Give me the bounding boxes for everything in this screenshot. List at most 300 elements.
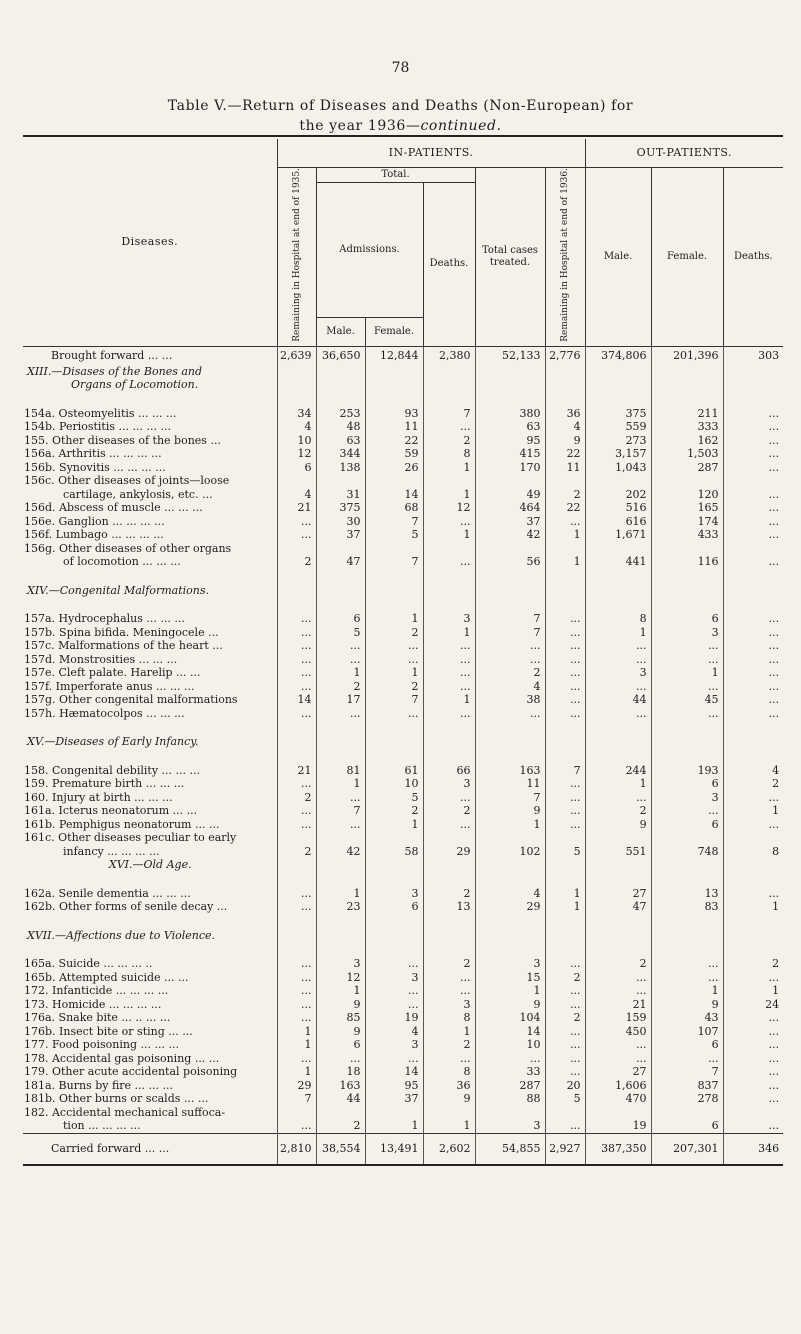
value-cell: 2: [277, 845, 316, 859]
value-cell: 2: [585, 804, 651, 818]
value-cell: ...: [423, 653, 475, 667]
value-cell: [423, 831, 475, 845]
value-cell: 104: [475, 1011, 545, 1025]
value-cell: ...: [316, 1052, 365, 1066]
spacer-cell: [651, 392, 723, 407]
value-cell: 2: [545, 971, 585, 985]
value-cell: 9: [475, 804, 545, 818]
spacer-cell: [585, 942, 651, 957]
value-cell: 4: [365, 1025, 423, 1039]
spacer-cell: [316, 597, 365, 612]
section-heading-row: [23, 584, 783, 598]
value-cell: 433: [651, 528, 723, 542]
value-cell: ...: [475, 1052, 545, 1066]
spacer-cell: [277, 569, 316, 584]
value-cell: 8: [423, 447, 475, 461]
value-cell: [723, 474, 783, 488]
row-label: infancy ... ... ... ...: [63, 844, 160, 858]
row-label: 156c. Other diseases of joints—loose: [24, 474, 230, 488]
spacer-cell: [277, 720, 316, 735]
value-cell: ...: [585, 1038, 651, 1052]
section-heading: XIV.—Congenital Malformations.: [27, 583, 210, 597]
value-cell: 23: [316, 900, 365, 914]
empty-cell: [475, 858, 545, 872]
spacer-cell: [585, 872, 651, 887]
spacer-cell: [316, 569, 365, 584]
value-cell: ...: [545, 515, 585, 529]
value-cell: 85: [316, 1011, 365, 1025]
value-cell: ...: [585, 1052, 651, 1066]
value-cell: 2: [585, 957, 651, 971]
value-cell: 9: [316, 1025, 365, 1039]
value-cell: 81: [316, 764, 365, 778]
value-cell: ...: [723, 555, 783, 569]
empty-cell: [277, 929, 316, 943]
value-cell: 21: [277, 764, 316, 778]
table-row: [23, 1119, 783, 1133]
value-cell: 95: [475, 434, 545, 448]
spacer-cell: [475, 569, 545, 584]
spacer-cell: [723, 392, 783, 407]
value-cell: 441: [585, 555, 651, 569]
row-label: 161a. Icterus neonatorum ... ...: [24, 804, 198, 818]
value-cell: 159: [585, 1011, 651, 1025]
value-cell: [545, 474, 585, 488]
empty-cell: [585, 365, 651, 379]
row-label: 157b. Spina bifida. Meningocele ...: [24, 625, 219, 639]
table-row: [23, 474, 783, 488]
value-cell: [723, 542, 783, 556]
value-cell: 1: [277, 1025, 316, 1039]
table-row: [23, 804, 783, 818]
value-cell: 29: [277, 1079, 316, 1093]
value-cell: 13: [651, 887, 723, 901]
out-female-header: Female.: [651, 168, 723, 347]
table-row: [23, 1106, 783, 1120]
value-cell: ...: [277, 680, 316, 694]
value-cell: ...: [277, 984, 316, 998]
value-cell: 3: [475, 957, 545, 971]
value-cell: ...: [651, 971, 723, 985]
value-cell: ...: [545, 998, 585, 1012]
value-cell: ...: [545, 639, 585, 653]
table-row: [23, 612, 783, 626]
value-cell: 551: [585, 845, 651, 859]
value-cell: 464: [475, 501, 545, 515]
value-cell: ...: [545, 777, 585, 791]
value-cell: ...: [545, 1052, 585, 1066]
value-cell: ...: [277, 998, 316, 1012]
value-cell: 2: [277, 791, 316, 805]
value-cell: ...: [423, 666, 475, 680]
value-cell: 47: [585, 900, 651, 914]
top-rule: [23, 135, 783, 137]
spacer-cell: [723, 597, 783, 612]
spacer-cell: [365, 720, 423, 735]
value-cell: 516: [585, 501, 651, 515]
value-cell: 31: [316, 488, 365, 502]
value-cell: 11: [365, 420, 423, 434]
empty-cell: [585, 378, 651, 392]
value-cell: 1: [365, 818, 423, 832]
value-cell: ...: [365, 1052, 423, 1066]
value-cell: 6: [651, 1119, 723, 1133]
value-cell: 1: [545, 555, 585, 569]
row-label: 179. Other acute accidental poisoning: [24, 1065, 238, 1079]
table-row: [23, 777, 783, 791]
value-cell: 7: [545, 764, 585, 778]
value-cell: [585, 1106, 651, 1120]
value-cell: ...: [723, 1025, 783, 1039]
value-cell: 83: [651, 900, 723, 914]
row-label: 176a. Snake bite ... .. ... ...: [24, 1011, 171, 1025]
value-cell: 88: [475, 1092, 545, 1106]
section-heading-row: [23, 929, 783, 943]
title-line-2-emphasis: continued.: [420, 118, 502, 134]
value-cell: ...: [723, 971, 783, 985]
section-heading-row: [23, 858, 783, 872]
value-cell: 12: [423, 501, 475, 515]
empty-cell: [475, 929, 545, 943]
table-row: [23, 1065, 783, 1079]
value-cell: ...: [365, 957, 423, 971]
out-patients-header: OUT-PATIENTS.: [585, 139, 783, 168]
value-cell: ...: [365, 653, 423, 667]
empty-cell: [651, 378, 723, 392]
value-cell: 43: [651, 1011, 723, 1025]
value-cell: ...: [545, 666, 585, 680]
value-cell: ...: [316, 791, 365, 805]
value-cell: 2: [423, 804, 475, 818]
value-cell: 170: [475, 461, 545, 475]
value-cell: 375: [316, 501, 365, 515]
empty-cell: [723, 365, 783, 379]
value-cell: ...: [277, 612, 316, 626]
value-cell: 2,927: [545, 1133, 585, 1165]
value-cell: ...: [723, 818, 783, 832]
value-cell: ...: [651, 639, 723, 653]
value-cell: 1: [545, 528, 585, 542]
spacer-cell: [545, 872, 585, 887]
spacer-cell: [651, 597, 723, 612]
value-cell: 19: [585, 1119, 651, 1133]
value-cell: 344: [316, 447, 365, 461]
value-cell: 287: [651, 461, 723, 475]
value-cell: 1: [651, 984, 723, 998]
value-cell: 1,503: [651, 447, 723, 461]
value-cell: ...: [723, 501, 783, 515]
row-label: 165b. Attempted suicide ... ...: [24, 970, 189, 984]
value-cell: 12: [277, 447, 316, 461]
value-cell: 1: [723, 804, 783, 818]
value-cell: [423, 542, 475, 556]
value-cell: 93: [365, 407, 423, 421]
empty-cell: [423, 378, 475, 392]
value-cell: 3: [585, 666, 651, 680]
value-cell: 4: [723, 764, 783, 778]
spacer-cell: [723, 720, 783, 735]
row-label: 157f. Imperforate anus ... ... ...: [24, 679, 195, 693]
table-row: [23, 680, 783, 694]
empty-cell: [316, 735, 365, 749]
row-label: Brought forward ... ...: [51, 348, 173, 362]
value-cell: 5: [316, 626, 365, 640]
remaining-end-header: Remaining in Hospital at end of 1936.: [545, 168, 585, 347]
table-row: [23, 461, 783, 475]
value-cell: 3,157: [585, 447, 651, 461]
value-cell: ...: [723, 434, 783, 448]
spacer-cell: [316, 720, 365, 735]
section-heading: XV.—Diseases of Early Infancy.: [27, 735, 199, 749]
row-label: 181b. Other burns or scalds ... ...: [24, 1092, 209, 1106]
spacer-cell: [651, 569, 723, 584]
row-label: 156b. Synovitis ... ... ... ...: [24, 460, 166, 474]
value-cell: ...: [585, 653, 651, 667]
spacer-cell: [423, 720, 475, 735]
spacer-cell: [423, 942, 475, 957]
table-row: [23, 957, 783, 971]
value-cell: 4: [475, 887, 545, 901]
value-cell: ...: [723, 639, 783, 653]
title-line-2-prefix: the year 1936—: [299, 118, 421, 134]
value-cell: ...: [723, 515, 783, 529]
row-label: 156e. Ganglion ... ... ... ...: [24, 514, 165, 528]
total-row: [23, 1133, 783, 1165]
value-cell: 2: [423, 1038, 475, 1052]
row-label: 159. Premature birth ... ... ...: [24, 777, 185, 791]
value-cell: 18: [316, 1065, 365, 1079]
value-cell: 2: [545, 488, 585, 502]
empty-cell: [277, 858, 316, 872]
value-cell: 7: [475, 791, 545, 805]
value-cell: ...: [423, 515, 475, 529]
table-row: [23, 1025, 783, 1039]
value-cell: 4: [277, 420, 316, 434]
value-cell: 2,639: [277, 346, 316, 365]
value-cell: 4: [277, 488, 316, 502]
value-cell: 1: [585, 626, 651, 640]
value-cell: 4: [545, 420, 585, 434]
value-cell: ...: [651, 707, 723, 721]
table-header: [23, 139, 783, 346]
diseases-header: Diseases.: [23, 139, 277, 346]
value-cell: 138: [316, 461, 365, 475]
value-cell: ...: [277, 971, 316, 985]
value-cell: 1: [423, 626, 475, 640]
value-cell: ...: [277, 626, 316, 640]
value-cell: ...: [723, 693, 783, 707]
value-cell: [365, 831, 423, 845]
value-cell: ...: [545, 984, 585, 998]
value-cell: ...: [651, 957, 723, 971]
value-cell: 2,810: [277, 1133, 316, 1165]
empty-cell: [365, 584, 423, 598]
value-cell: 333: [651, 420, 723, 434]
empty-cell: [723, 858, 783, 872]
row-label: 165a. Suicide ... ... ... ..: [24, 957, 153, 971]
value-cell: ...: [277, 1119, 316, 1133]
value-cell: [545, 542, 585, 556]
value-cell: 1: [723, 984, 783, 998]
empty-cell: [277, 735, 316, 749]
value-cell: 6: [651, 612, 723, 626]
value-cell: 27: [585, 1065, 651, 1079]
table-row: [23, 542, 783, 556]
value-cell: ...: [277, 515, 316, 529]
value-cell: 34: [277, 407, 316, 421]
value-cell: ...: [585, 680, 651, 694]
value-cell: ...: [277, 707, 316, 721]
value-cell: 5: [545, 845, 585, 859]
value-cell: 2: [423, 887, 475, 901]
value-cell: ...: [723, 612, 783, 626]
value-cell: 165: [651, 501, 723, 515]
value-cell: 6: [316, 1038, 365, 1052]
table-row: [23, 488, 783, 502]
row-label: 156a. Arthritis ... ... ... ...: [24, 447, 162, 461]
value-cell: 102: [475, 845, 545, 859]
value-cell: 42: [475, 528, 545, 542]
row-label: 156g. Other diseases of other organs: [24, 541, 232, 555]
value-cell: 211: [651, 407, 723, 421]
value-cell: [651, 542, 723, 556]
spacer-cell: [365, 749, 423, 764]
value-cell: 1: [277, 1065, 316, 1079]
value-cell: ...: [723, 488, 783, 502]
table-body: [23, 346, 783, 1165]
spacer-cell: [277, 749, 316, 764]
value-cell: ...: [545, 1119, 585, 1133]
value-cell: [277, 542, 316, 556]
value-cell: 2: [545, 1011, 585, 1025]
row-label: 160. Injury at birth ... ... ...: [24, 790, 173, 804]
row-label: 157c. Malformations of the heart ...: [24, 639, 223, 653]
value-cell: 6: [277, 461, 316, 475]
spacer-cell: [365, 597, 423, 612]
empty-cell: [365, 929, 423, 943]
empty-cell: [423, 929, 475, 943]
spacer-cell: [316, 749, 365, 764]
value-cell: ...: [316, 639, 365, 653]
table-row: [23, 420, 783, 434]
total-header: Total.: [316, 168, 475, 183]
value-cell: 48: [316, 420, 365, 434]
row-label: 157g. Other congenital malformations: [24, 693, 238, 707]
table-row: [23, 1011, 783, 1025]
value-cell: 11: [545, 461, 585, 475]
empty-cell: [365, 858, 423, 872]
empty-cell: [316, 365, 365, 379]
spacer-cell: [475, 872, 545, 887]
value-cell: 1: [651, 666, 723, 680]
value-cell: 1: [423, 1025, 475, 1039]
value-cell: ...: [651, 680, 723, 694]
value-cell: 61: [365, 764, 423, 778]
value-cell: 6: [316, 612, 365, 626]
value-cell: 8: [423, 1065, 475, 1079]
spacer-row: [23, 569, 783, 584]
table-row: [23, 693, 783, 707]
value-cell: 17: [316, 693, 365, 707]
value-cell: 120: [651, 488, 723, 502]
in-male-header: Male.: [316, 317, 365, 346]
table-row: [23, 900, 783, 914]
empty-cell: [316, 858, 365, 872]
value-cell: 7: [316, 804, 365, 818]
value-cell: 33: [475, 1065, 545, 1079]
value-cell: 1,671: [585, 528, 651, 542]
empty-cell: [651, 929, 723, 943]
row-label: Carried forward ... ...: [23, 1133, 277, 1165]
spacer-cell: [585, 597, 651, 612]
value-cell: ...: [365, 707, 423, 721]
empty-cell: [365, 735, 423, 749]
value-cell: [723, 831, 783, 845]
value-cell: ...: [277, 777, 316, 791]
spacer-row: [23, 597, 783, 612]
value-cell: 2: [423, 434, 475, 448]
empty-cell: [585, 858, 651, 872]
value-cell: 1: [316, 887, 365, 901]
table-row: [23, 1052, 783, 1066]
spacer-cell: [545, 720, 585, 735]
value-cell: 1: [316, 984, 365, 998]
spacer-cell: [585, 569, 651, 584]
value-cell: ...: [423, 971, 475, 985]
value-cell: ...: [277, 653, 316, 667]
value-cell: 1: [723, 900, 783, 914]
value-cell: 63: [316, 434, 365, 448]
value-cell: ...: [723, 680, 783, 694]
value-cell: 38: [475, 693, 545, 707]
value-cell: 7: [365, 693, 423, 707]
value-cell: 95: [365, 1079, 423, 1093]
empty-cell: [545, 929, 585, 943]
out-deaths-header: Deaths.: [723, 168, 783, 347]
spacer-cell: [23, 392, 277, 407]
value-cell: ...: [723, 407, 783, 421]
value-cell: ...: [545, 791, 585, 805]
value-cell: 2: [316, 680, 365, 694]
value-cell: 3: [365, 971, 423, 985]
value-cell: [365, 474, 423, 488]
empty-cell: [475, 584, 545, 598]
value-cell: [475, 1106, 545, 1120]
empty-cell: [316, 378, 365, 392]
value-cell: ...: [585, 791, 651, 805]
value-cell: 202: [585, 488, 651, 502]
spacer-cell: [316, 392, 365, 407]
value-cell: 9: [316, 998, 365, 1012]
value-cell: ...: [365, 998, 423, 1012]
value-cell: ...: [423, 818, 475, 832]
table-row: [23, 434, 783, 448]
value-cell: 2: [475, 666, 545, 680]
value-cell: [316, 474, 365, 488]
value-cell: 1: [475, 984, 545, 998]
value-cell: ...: [723, 1079, 783, 1093]
value-cell: 207,301: [651, 1133, 723, 1165]
empty-cell: [651, 584, 723, 598]
value-cell: ...: [545, 1065, 585, 1079]
value-cell: ...: [277, 900, 316, 914]
table-row: [23, 653, 783, 667]
value-cell: 21: [277, 501, 316, 515]
value-cell: ...: [316, 707, 365, 721]
value-cell: 2,602: [423, 1133, 475, 1165]
value-cell: 9: [475, 998, 545, 1012]
spacer-cell: [585, 749, 651, 764]
